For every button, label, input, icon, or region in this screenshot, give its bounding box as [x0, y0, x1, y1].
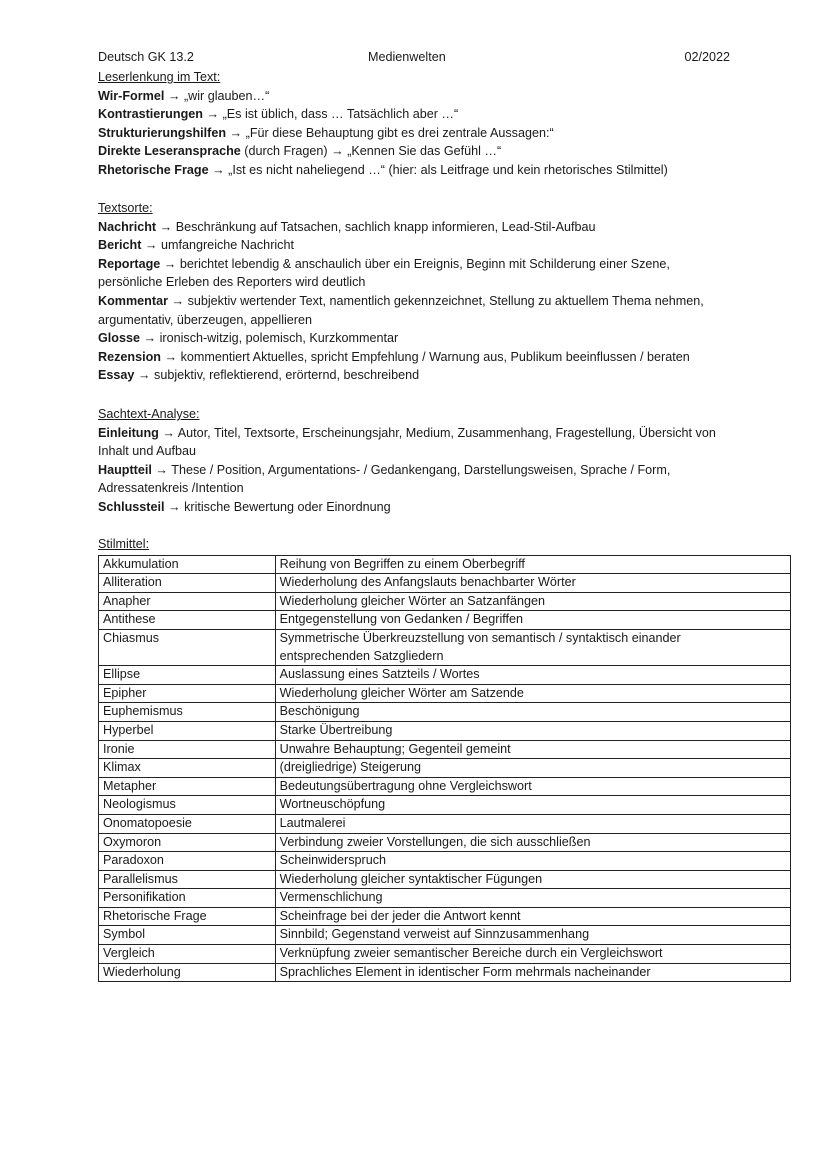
- item-term: Rhetorische Frage: [98, 162, 209, 177]
- stilmittel-term: Metapher: [99, 777, 276, 796]
- stilmittel-term: Klimax: [99, 759, 276, 778]
- item-description: These / Position, Argumentations- / Gedankengang, Darstellungsweisen, Sprache / Form,: [171, 462, 671, 477]
- stilmittel-term: Ironie: [99, 740, 276, 759]
- item-description-continued: argumentativ, überzeugen, appellieren: [98, 312, 313, 327]
- item-description: Autor, Titel, Textsorte, Erscheinungsjahr, Medium, Zusammenhang, Fragestellung, Übersicht von: [177, 425, 716, 440]
- table-row: [99, 889, 791, 908]
- item-description: Beschränkung auf Tatsachen, sachlich knapp informieren, Lead-Stil-Aufbau: [175, 219, 596, 234]
- section-textsorte: [98, 199, 792, 385]
- stilmittel-term: Anapher: [99, 592, 276, 611]
- stilmittel-definition: [275, 611, 790, 630]
- arrow-icon: →: [144, 238, 158, 253]
- item-description: kritische Bewertung oder Einordnung: [184, 499, 391, 514]
- list-item: [98, 424, 792, 443]
- definition-line: Wiederholung gleicher syntaktischer Fügungen: [279, 871, 543, 886]
- table-row: [99, 740, 791, 759]
- topic-title: Medienwelten: [368, 50, 446, 64]
- definition-line: (dreigliedrige) Steigerung: [279, 760, 422, 775]
- stilmittel-definition: [275, 759, 790, 778]
- item-description: subjektiv wertender Text, namentlich gekennzeichnet, Stellung zu aktuellem Thema nehmen,: [187, 293, 704, 308]
- table-row: [99, 963, 791, 982]
- date-label: 02/2022: [684, 50, 730, 64]
- definition-line: Wiederholung gleicher Wörter am Satzende: [279, 685, 524, 700]
- list-item: [98, 348, 792, 367]
- arrow-icon: →: [162, 425, 175, 440]
- item-description-continued: persönliche Erleben des Reporters wird deutlich: [98, 275, 366, 290]
- item-description: berichtet lebendig & anschaulich über ein Ereignis, Beginn mit Schilderung einer Szene,: [179, 256, 670, 271]
- stilmittel-definition: [275, 740, 790, 759]
- stilmittel-term: Ellipse: [99, 666, 276, 685]
- list-item: [98, 236, 792, 255]
- list-item: [98, 366, 792, 385]
- definition-line: Wortneuschöpfung: [279, 797, 386, 812]
- section-heading: Textsorte:: [98, 201, 153, 215]
- definition-line: Reihung von Begriffen zu einem Oberbegriff: [279, 556, 525, 571]
- item-term: Einleitung: [98, 425, 159, 440]
- stilmittel-definition: [275, 945, 790, 964]
- definition-line: Starke Übertreibung: [279, 722, 393, 737]
- section-heading: Leserlenkung im Text:: [98, 70, 221, 84]
- section-heading: Stilmittel:: [98, 537, 150, 551]
- definition-line: Entgegenstellung von Gedanken / Begriffen: [279, 612, 524, 627]
- item-description: „wir glauben…“: [183, 88, 270, 103]
- stilmittel-definition: [275, 889, 790, 908]
- stilmittel-term: Akkumulation: [99, 555, 276, 574]
- list-item: [98, 124, 792, 143]
- course-label: Deutsch GK 13.2: [98, 50, 194, 64]
- item-term: Direkte Leseransprache: [98, 144, 241, 159]
- list-item: [98, 498, 792, 517]
- arrow-icon: →: [137, 368, 151, 383]
- arrow-icon: →: [206, 107, 220, 122]
- arrow-icon: →: [164, 349, 178, 364]
- table-row: [99, 629, 791, 665]
- definition-line: Scheinwiderspruch: [279, 853, 387, 868]
- stilmittel-definition: [275, 629, 790, 665]
- stilmittel-definition: [275, 777, 790, 796]
- table-row: [99, 574, 791, 593]
- item-term: Kommentar: [98, 293, 168, 308]
- list-item: [98, 255, 792, 274]
- table-row: [99, 721, 791, 740]
- table-row: [99, 666, 791, 685]
- arrow-icon: →: [212, 162, 225, 177]
- stilmittel-definition: [275, 721, 790, 740]
- item-description-continued: Adressatenkreis /Intention: [98, 481, 244, 496]
- stilmittel-term: Personifikation: [99, 889, 276, 908]
- item-term: Glosse: [98, 331, 140, 346]
- arrow-icon: →: [167, 88, 181, 103]
- item-term: Bericht: [98, 238, 142, 253]
- item-term: Schlussteil: [98, 499, 165, 514]
- stilmittel-term: Wiederholung: [99, 963, 276, 982]
- stilmittel-term: Oxymoron: [99, 833, 276, 852]
- item-description: „Kennen Sie das Gefühl …“: [347, 144, 502, 159]
- item-description: umfangreiche Nachricht: [160, 238, 294, 253]
- stilmittel-definition: [275, 926, 790, 945]
- stilmittel-definition: [275, 814, 790, 833]
- item-description: „Für diese Behauptung gibt es drei zentrale Aussagen:“: [245, 125, 554, 140]
- section-heading: Sachtext-Analyse:: [98, 407, 200, 421]
- stilmittel-term: Epipher: [99, 684, 276, 703]
- stilmittel-definition: [275, 852, 790, 871]
- table-row: [99, 870, 791, 889]
- definition-line: Auslassung eines Satzteils / Wortes: [279, 667, 480, 682]
- stilmittel-term: Hyperbel: [99, 721, 276, 740]
- table-row: [99, 796, 791, 815]
- stilmittel-term: Onomatopoesie: [99, 814, 276, 833]
- table-row: [99, 703, 791, 722]
- definition-line: Wiederholung gleicher Wörter an Satzanfängen: [279, 593, 545, 608]
- stilmittel-term: Alliteration: [99, 574, 276, 593]
- section-leserlenkung: [98, 68, 792, 180]
- item-description-continued: Inhalt und Aufbau: [98, 444, 197, 459]
- table-row: [99, 759, 791, 778]
- section-sachtext-analyse: [98, 405, 792, 517]
- table-row: [99, 926, 791, 945]
- item-term: Nachricht: [98, 219, 157, 234]
- stilmittel-definition: [275, 796, 790, 815]
- table-row: [99, 814, 791, 833]
- item-term: Rezension: [98, 349, 161, 364]
- item-term: Reportage: [98, 256, 161, 271]
- definition-line: Unwahre Behauptung; Gegenteil gemeint: [279, 741, 511, 756]
- arrow-icon: →: [143, 331, 157, 346]
- table-row: [99, 684, 791, 703]
- stilmittel-term: Parallelismus: [99, 870, 276, 889]
- page-header: [98, 50, 730, 68]
- stilmittel-term: Vergleich: [99, 945, 276, 964]
- table-row: [99, 945, 791, 964]
- stilmittel-definition: [275, 907, 790, 926]
- stilmittel-term: Rhetorische Frage: [99, 907, 276, 926]
- table-row: [99, 611, 791, 630]
- definition-line: Sprachliches Element in identischer Form mehrmals nacheinander: [279, 964, 651, 979]
- definition-line: Beschönigung: [279, 704, 360, 719]
- textsorte-list: [98, 218, 792, 385]
- stilmittel-table: [98, 555, 791, 983]
- definition-line: Scheinfrage bei der jeder die Antwort kennt: [279, 908, 521, 923]
- arrow-icon: →: [229, 125, 243, 140]
- definition-line: Wiederholung des Anfangslauts benachbarter Wörter: [279, 575, 576, 590]
- stilmittel-definition: [275, 963, 790, 982]
- stilmittel-definition: [275, 684, 790, 703]
- table-row: [99, 777, 791, 796]
- section-stilmittel: [98, 535, 792, 982]
- item-description: ironisch-witzig, polemisch, Kurzkommentar: [159, 331, 399, 346]
- stilmittel-definition: [275, 574, 790, 593]
- list-item: [98, 218, 792, 237]
- stilmittel-definition: [275, 870, 790, 889]
- arrow-icon: →: [331, 144, 344, 159]
- definition-line: Symmetrische Überkreuzstellung von semantisch / syntaktisch einander: [279, 630, 681, 645]
- leserlenkung-list: [98, 87, 792, 180]
- definition-line: Verbindung zweier Vorstellungen, die sich ausschließen: [279, 834, 591, 849]
- definition-line: Verknüpfung zweier semantischer Bereiche durch ein Vergleichswort: [279, 946, 663, 961]
- arrow-icon: →: [163, 256, 177, 271]
- table-row: [99, 555, 791, 574]
- definition-line: Lautmalerei: [279, 815, 346, 830]
- item-description: „Ist es nicht naheliegend …“ (hier: als Leitfrage und kein rhetorisches Stilmittel): [228, 162, 668, 177]
- table-row: [99, 852, 791, 871]
- item-term: Wir-Formel: [98, 88, 165, 103]
- stilmittel-definition: [275, 833, 790, 852]
- stilmittel-term: Chiasmus: [99, 629, 276, 665]
- stilmittel-definition: [275, 703, 790, 722]
- stilmittel-definition: [275, 555, 790, 574]
- list-item: [98, 161, 792, 180]
- arrow-icon: →: [155, 462, 168, 477]
- stilmittel-term: Antithese: [99, 611, 276, 630]
- item-term: Essay: [98, 368, 135, 383]
- definition-line: Bedeutungsübertragung ohne Vergleichswort: [279, 778, 532, 793]
- table-row: [99, 833, 791, 852]
- item-description: subjektiv, reflektierend, erörternd, beschreibend: [154, 368, 420, 383]
- analyse-list: [98, 424, 792, 517]
- definition-line: entsprechenden Satzgliedern: [279, 648, 444, 663]
- list-item: [98, 87, 792, 106]
- stilmittel-term: Neologismus: [99, 796, 276, 815]
- stilmittel-definition: [275, 666, 790, 685]
- stilmittel-term: Euphemismus: [99, 703, 276, 722]
- item-term: Hauptteil: [98, 462, 152, 477]
- list-item: [98, 142, 792, 161]
- definition-line: Sinnbild; Gegenstand verweist auf Sinnzusammenhang: [279, 927, 590, 942]
- item-term: Strukturierungshilfen: [98, 125, 227, 140]
- list-item: [98, 105, 792, 124]
- stilmittel-term: Symbol: [99, 926, 276, 945]
- item-description: „Es ist üblich, dass … Tatsächlich aber …“: [222, 107, 459, 122]
- item-description: kommentiert Aktuelles, spricht Empfehlung / Warnung aus, Publikum beeinflussen / beraten: [180, 349, 690, 364]
- table-row: [99, 907, 791, 926]
- definition-line: Vermenschlichung: [279, 890, 383, 905]
- list-item: [98, 329, 792, 348]
- item-term: Kontrastierungen: [98, 107, 203, 122]
- stilmittel-term: Paradoxon: [99, 852, 276, 871]
- item-note: (durch Fragen): [240, 144, 328, 159]
- table-row: [99, 592, 791, 611]
- list-item: [98, 292, 792, 311]
- stilmittel-definition: [275, 592, 790, 611]
- arrow-icon: →: [159, 219, 173, 234]
- list-item: [98, 461, 792, 480]
- arrow-icon: →: [171, 293, 185, 308]
- arrow-icon: →: [168, 499, 181, 514]
